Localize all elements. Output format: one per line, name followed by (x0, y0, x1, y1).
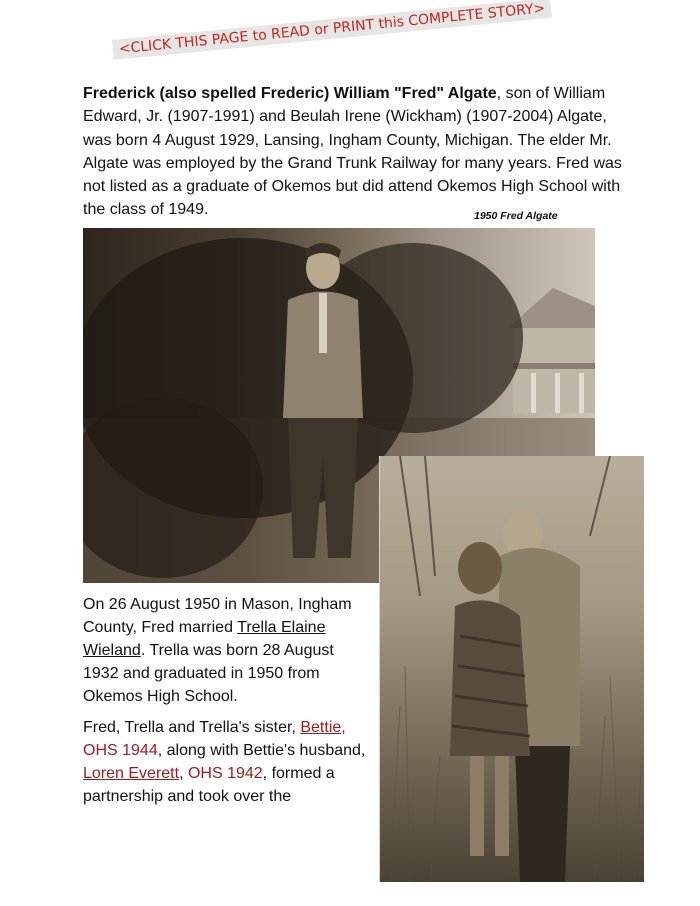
marriage-paragraph (83, 593, 368, 708)
photo-couple-illustration (380, 456, 644, 882)
ohs-1942-label: OHS 1942 (187, 765, 263, 782)
marriage-text-after: . Trella was born 28 August 1932 and graduated in 1950 from Okemos High School. (83, 642, 334, 705)
partnership-paragraph (83, 716, 368, 808)
marriage-text-before: On 26 August 1950 in Mason, Ingham County, Fred married (83, 596, 352, 636)
loren-everett-link[interactable]: Loren Everett (83, 765, 180, 782)
photo-caption: 1950 Fred Algate (474, 210, 558, 222)
subject-name: Frederick (also spelled Frederic) William "Fred" Algate (83, 85, 497, 102)
trella-wieland-link[interactable]: Trella Elaine Wieland (83, 619, 326, 659)
partnership-text-4: , (179, 765, 188, 782)
bettie-link[interactable]: Bettie, (300, 719, 346, 736)
ohs-1944-label: OHS 1944 (83, 742, 158, 759)
read-complete-story-link[interactable]: <CLICK THIS PAGE to READ or PRINT this COMPLETE STORY> (112, 0, 552, 60)
photo-fred-and-trella (379, 456, 644, 882)
partnership-text-3: , along with Bettie's husband, (157, 742, 366, 759)
partnership-text-5: , formed a partnership and took over the (83, 765, 335, 805)
partnership-text-1: Fred, Trella and Trella's sister, (83, 719, 301, 736)
intro-text: , son of William Edward, Jr. (1907-1991) and Beulah Irene (Wickham) (1907-2004) Algate, was born 4 August 1929, Lansing, Ingham County, Michigan. The elder Mr. Algate was employed by the Grand Trunk Railway for many years. Fred was not listed as a graduate of Okemos but did attend Okemos High School with the class of 1949. (83, 85, 622, 219)
intro-paragraph (83, 82, 623, 222)
